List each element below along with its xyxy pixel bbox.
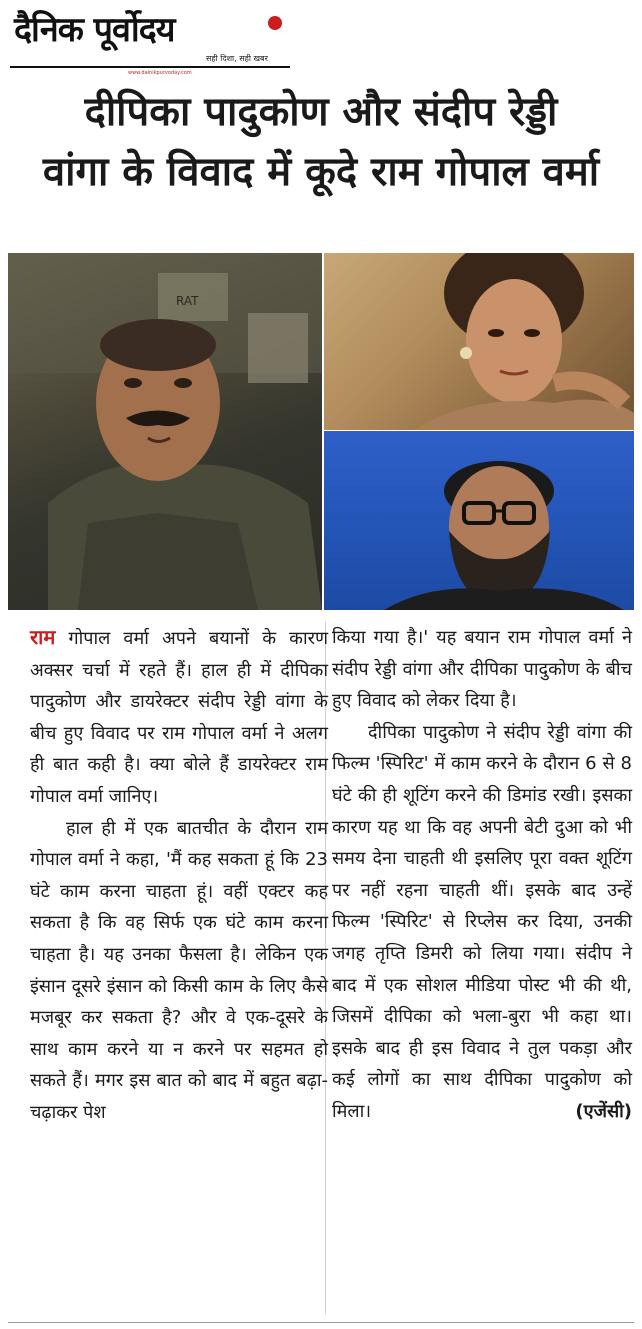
article-paragraph-4 [332,717,632,1128]
paragraph-1-text: गोपाल वर्मा अपने बयानों के कारण अक्सर चर्चा में रहते हैं। हाल ही में दीपिका पादुकोण और डायरेक्टर संदीप रेड्डी वांगा के बीच हुए विवाद पर राम गोपाल वर्मा ने अलग ही बात कही है। क्या बोले हैं डायरेक्टर राम गोपाल वर्मा जानिए। [30,628,328,807]
article-paragraph-1 [30,622,328,813]
photo-deepika-padukone [324,253,634,430]
newspaper-tagline: सही दिशा, सही खबर [206,54,268,63]
headline-line-1: दीपिका पादुकोण और संदीप रेड्डी [84,89,558,135]
article-paragraph-3: किया गया है।' यह बयान राम गोपाल वर्मा ने संदीप रेड्डी वांगा और दीपिका पादुकोण के बीच हुए विवाद को लेकर दिया है। [332,627,632,712]
masthead-rule [10,66,290,68]
article-column-left [30,622,328,1322]
masthead-subline: www.dainikpurvoday.com [128,70,192,76]
article-paragraph-2: हाल ही में एक बातचीत के दौरान राम गोपाल वर्मा ने कहा, 'मैं कह सकता हूं कि 23 घंटे काम करना चाहता हूं। वहीं एक्टर कह सकता है कि वह सिर्फ एक घंटे काम करना चाहता है। यह उनका फैसला है। लेकिन एक इंसान दूसरे इंसान को किसी काम के लिए कैसे मजबूर कर सकता है? और वे एक-दूसरे के साथ काम करने या न करने पर सहमत हो सकते हैं। मगर इस बात को बाद में बहुत बढ़ा-चढ़ाकर पेश [30,817,328,1123]
article-byline: (एजेंसी) [575,1100,632,1122]
photo-ram-gopal-varma [8,253,322,610]
bottom-rule [8,1322,634,1323]
masthead [10,8,290,76]
photo-sandeep-reddy-vanga [324,431,634,610]
headline-line-2: वांगा के विवाद में कूदे राम गोपाल वर्मा [42,149,600,195]
newspaper-title: दैनिक पूर्वोदय [14,10,175,50]
article-headline [8,82,634,202]
article-column-right [332,622,632,1322]
backdrop-text: RAT [176,294,199,308]
paragraph-4-text: दीपिका पादुकोण ने संदीप रेड्डी वांगा की फिल्म 'स्पिरिट' में काम करने के दौरान 6 से 8 घंटे की ही शूटिंग करने की डिमांड रखी। इसका कारण यह था कि वह अपनी बेटी दुआ को भी समय देना चाहती थी इसलिए पूरा वक्त शूटिंग पर नहीं रहना चाहती थीं। इसके बाद उन्हें फिल्म 'स्पिरिट' से रिप्लेस कर दिया, उनकी जगह तृप्ति डिमरी को लिया गया। संदीप ने बाद में एक सोशल मीडिया पोस्ट भी की थी, जिसमें दीपिका को भला-बुरा भी कहा था। इसके बाद ही इस विवाद ने तुल पकड़ा और कई लोगों का साथ दीपिका पादुकोण को मिला। [332,721,632,1122]
drop-word: राम [30,625,56,649]
masthead-sun-icon [268,16,282,30]
